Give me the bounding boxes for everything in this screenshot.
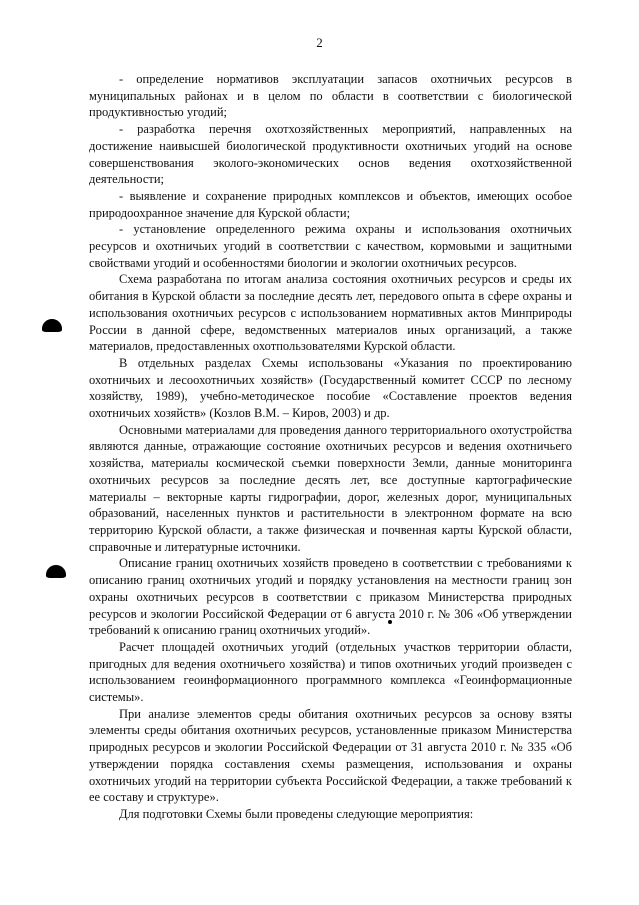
paragraph-scheme-basis: Схема разработана по итогам анализа состояния охотничьих ресурсов и среды их обитания в Курской области за последние десять лет, передового опыта в сфере охраны и использования охотничьих ресурсов с использованием нормативных актов Минприроды России в данной сфере, ведомственных материалов иных организаций, а также материалов, предоставленных охотпользователями Курской области.	[89, 272, 572, 354]
paragraph-measures: - разработка перечня охотхозяйственных мероприятий, направленных на достижение наивысшей биологической продуктивности охотничьих угодий на основе совершенствования эколого-экономических основ ведения охотхозяйственной деятельности;	[89, 122, 572, 187]
paragraph-activities-intro: Для подготовки Схемы были проведены следующие мероприятия:	[119, 806, 474, 821]
hole-punch-mark-icon	[42, 319, 62, 332]
paragraph-sources: В отдельных разделах Схемы использованы «Указания по проектированию охотничьих и лесоохотничьих хозяйств» (Государственный комитет СССР по лесному хозяйству, 1989), учебно-методическое пособие «Составление проектов ведения охотничьих хозяйств» (Козлов В.М. – Киров, 2003) и др.	[89, 355, 572, 421]
paragraph-main-materials: Основными материалами для проведения данного территориального охотустройства являются данные, отражающие состояние охотничьих ресурсов и ведения охотничьего хозяйства, материалы космической съемки поверхности Земли, данные мониторинга охотничьих ресурсов за последние десять лет, все доступные картографические материалы – векторные карты гидрографии, дорог, железных дорог, муниципальных образований, населенных пунктов и растительности в электронном формате на всю территорию Курской области, а также физическая и почвенная карты Курской области, справочные и литературные источники.	[89, 422, 572, 554]
paragraph-protection-regime: - установление определенного режима охраны и использования охотничьих ресурсов и охотничьих угодий в соответствии с качеством, кормовыми и защитными свойствами угодий и особенностями биологии и экологии охотничьих ресурсов.	[89, 222, 572, 270]
paragraph-boundaries: Описание границ охотничьих хозяйств проведено в соответствии с требованиями к описанию границ охотничьих угодий и порядку установления на местности границ зон охраны охотничьих ресурсов в соответствии с приказом Министерства природных ресурсов и экологии Российской Федерации от 6 августа 2010 г. № 306 «Об утверждении требований к описанию границ охотничьих угодий».	[89, 556, 572, 638]
paragraph-habitat-analysis: При анализе элементов среды обитания охотничьих ресурсов за основу взяты элементы среды обитания охотничьих ресурсов, установленные приказом Министерства природных ресурсов и экологии Российской Федерации от 31 августа 2010 г. № 335 «Об утверждении порядка составления схемы размещения, использования и охраны охотничьих угодий на территории субъекта Российской Федерации, а также требований к ее составу и структуре».	[89, 706, 572, 805]
page-number: 2	[316, 35, 323, 50]
hole-punch-mark-icon	[46, 565, 66, 578]
document-body	[89, 71, 572, 823]
paragraph-area-calculation: Расчет площадей охотничьих угодий (отдельных участков территории области, пригодных для ведения охотничьего хозяйства) и типов охотничьих угодий произведен с использованием геоинформационного программного комплекса «Геоинформационные системы».	[89, 639, 572, 705]
paragraph-conservation: - выявление и сохранение природных комплексов и объектов, имеющих особое природоохранное значение для Курской области;	[89, 188, 572, 220]
paragraph-norms: - определение нормативов эксплуатации запасов охотничьих ресурсов в муниципальных районах и в целом по области в соответствии с биологической продуктивностью угодий;	[89, 72, 572, 120]
